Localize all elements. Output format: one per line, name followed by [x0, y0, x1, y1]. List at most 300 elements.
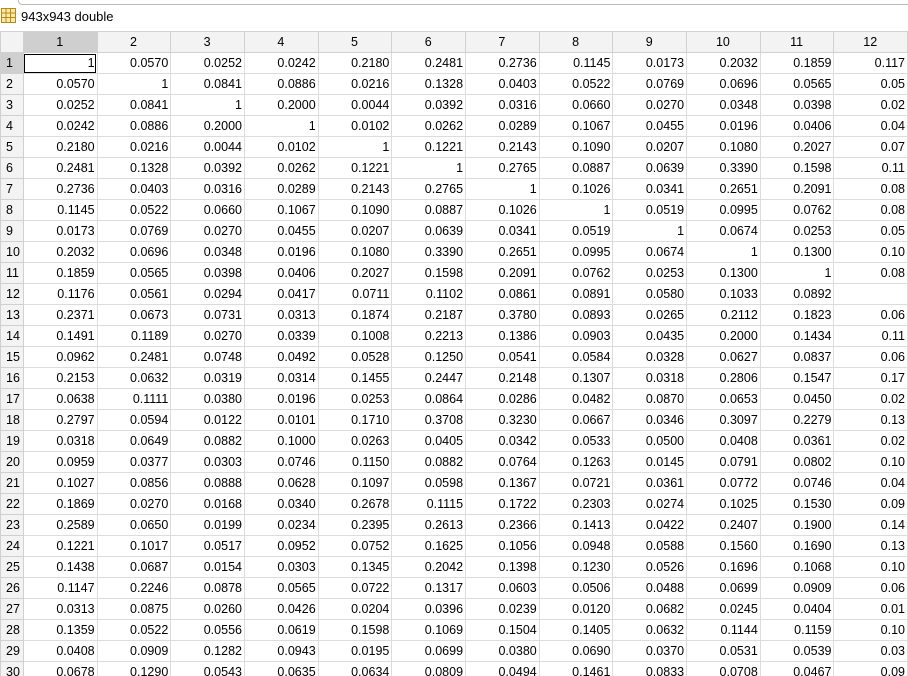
grid-cell[interactable]: 0.0772: [687, 473, 761, 494]
grid-cell[interactable]: 0.0533: [539, 431, 613, 452]
grid-cell[interactable]: 1: [466, 179, 540, 200]
grid-cell[interactable]: 0.0570: [23, 74, 97, 95]
grid-cell[interactable]: 0.1530: [760, 494, 834, 515]
grid-cell[interactable]: 0.0878: [171, 578, 245, 599]
grid-cell[interactable]: 0.0959: [23, 452, 97, 473]
grid-cell[interactable]: 0.1300: [687, 263, 761, 284]
grid-cell[interactable]: 0.0837: [760, 347, 834, 368]
grid-cell[interactable]: 0.0522: [539, 74, 613, 95]
grid-cell[interactable]: 0.0435: [613, 326, 687, 347]
grid-cell[interactable]: 0.0570: [97, 53, 171, 74]
grid-cell[interactable]: 0.0762: [760, 200, 834, 221]
grid-cell[interactable]: 0.0995: [539, 242, 613, 263]
grid-cell[interactable]: 0.0289: [466, 116, 540, 137]
grid-cell[interactable]: 0.0455: [244, 221, 318, 242]
grid-cell[interactable]: 0.0561: [97, 284, 171, 305]
grid-cell[interactable]: 0.0348: [171, 242, 245, 263]
grid-cell[interactable]: 0.0316: [171, 179, 245, 200]
grid-cell[interactable]: 0.0722: [318, 578, 392, 599]
grid-cell[interactable]: 0.0870: [613, 389, 687, 410]
grid-cell[interactable]: 0.1307: [539, 368, 613, 389]
row-header[interactable]: 4: [1, 116, 24, 137]
grid-cell[interactable]: 0.2027: [318, 263, 392, 284]
grid-cell[interactable]: 0.2806: [687, 368, 761, 389]
grid-cell[interactable]: 0.0635: [244, 662, 318, 676]
grid-cell[interactable]: 0.1102: [392, 284, 466, 305]
grid-cell[interactable]: 0.0791: [687, 452, 761, 473]
grid-cell[interactable]: 0.2407: [687, 515, 761, 536]
grid-cell[interactable]: 0.11: [834, 158, 908, 179]
grid-cell[interactable]: 0.0833: [613, 662, 687, 676]
grid-cell[interactable]: 1: [97, 74, 171, 95]
grid-cell[interactable]: 0.2180: [318, 53, 392, 74]
grid-cell[interactable]: 0.0482: [539, 389, 613, 410]
grid-cell[interactable]: 0.0522: [97, 200, 171, 221]
grid-cell[interactable]: 0.0262: [392, 116, 466, 137]
grid-cell[interactable]: 0.1090: [539, 137, 613, 158]
column-header-1[interactable]: 1: [23, 32, 97, 53]
grid-cell[interactable]: 0.1221: [318, 158, 392, 179]
grid-cell[interactable]: 0.0875: [97, 599, 171, 620]
column-header-9[interactable]: 9: [613, 32, 687, 53]
grid-cell[interactable]: 0.0627: [687, 347, 761, 368]
grid-cell[interactable]: 0.13: [834, 410, 908, 431]
grid-cell[interactable]: 0.1710: [318, 410, 392, 431]
grid-cell[interactable]: 0.0204: [318, 599, 392, 620]
grid-cell[interactable]: 0.0638: [23, 389, 97, 410]
grid-cell[interactable]: 0.0242: [244, 53, 318, 74]
grid-cell[interactable]: 0.0239: [466, 599, 540, 620]
grid-cell[interactable]: 0.0660: [171, 200, 245, 221]
grid-cell[interactable]: 1: [760, 263, 834, 284]
grid-cell[interactable]: 0.0696: [97, 242, 171, 263]
grid-cell[interactable]: 0.0195: [318, 641, 392, 662]
grid-cell[interactable]: 0.0632: [97, 368, 171, 389]
grid-cell[interactable]: 0.1290: [97, 662, 171, 676]
grid-cell[interactable]: 0.1900: [760, 515, 834, 536]
grid-cell[interactable]: 0.2213: [392, 326, 466, 347]
grid-cell[interactable]: 0.0270: [171, 326, 245, 347]
grid-cell[interactable]: 0.2736: [23, 179, 97, 200]
grid-cell[interactable]: 0.0628: [244, 473, 318, 494]
grid-cell[interactable]: 0.0598: [392, 473, 466, 494]
grid-cell[interactable]: 0.1345: [318, 557, 392, 578]
grid-cell[interactable]: 0.10: [834, 620, 908, 641]
grid-cell[interactable]: 0.0653: [687, 389, 761, 410]
grid-cell[interactable]: 0.0270: [613, 95, 687, 116]
grid-cell[interactable]: 0.1598: [318, 620, 392, 641]
grid-cell[interactable]: 1: [392, 158, 466, 179]
grid-cell[interactable]: 0.0339: [244, 326, 318, 347]
grid-cell[interactable]: 0.0526: [613, 557, 687, 578]
grid-cell[interactable]: 0.1144: [687, 620, 761, 641]
grid-cell[interactable]: 0.2143: [318, 179, 392, 200]
grid-cell[interactable]: 0.1263: [539, 452, 613, 473]
grid-cell[interactable]: 0.2481: [392, 53, 466, 74]
grid-cell[interactable]: 0.0528: [318, 347, 392, 368]
row-header[interactable]: 12: [1, 284, 24, 305]
grid-cell[interactable]: 0.0044: [171, 137, 245, 158]
grid-cell[interactable]: 0.2112: [687, 305, 761, 326]
grid-cell[interactable]: 0.0313: [23, 599, 97, 620]
grid-cell[interactable]: 0.3097: [687, 410, 761, 431]
grid-cell[interactable]: 1: [539, 200, 613, 221]
grid-cell[interactable]: 0.0639: [392, 221, 466, 242]
grid-cell[interactable]: 0.1317: [392, 578, 466, 599]
grid-cell[interactable]: 0.0346: [613, 410, 687, 431]
grid-cell[interactable]: 0.0711: [318, 284, 392, 305]
grid-cell[interactable]: 0.04: [834, 116, 908, 137]
grid-cell[interactable]: 0.1189: [97, 326, 171, 347]
grid-cell[interactable]: 0.0265: [613, 305, 687, 326]
grid-cell[interactable]: 0.0909: [97, 641, 171, 662]
grid-cell[interactable]: 0.2143: [466, 137, 540, 158]
grid-cell[interactable]: 0.0380: [466, 641, 540, 662]
row-header[interactable]: 16: [1, 368, 24, 389]
row-header[interactable]: 7: [1, 179, 24, 200]
grid-cell[interactable]: 0.09: [834, 494, 908, 515]
grid-cell[interactable]: 0.0252: [171, 53, 245, 74]
grid-cell[interactable]: 0.0565: [760, 74, 834, 95]
grid-cell[interactable]: 0.0864: [392, 389, 466, 410]
grid-cell[interactable]: 0.1150: [318, 452, 392, 473]
grid-cell[interactable]: 0.2027: [760, 137, 834, 158]
grid-cell[interactable]: 0.2589: [23, 515, 97, 536]
grid-cell[interactable]: 0.0392: [392, 95, 466, 116]
grid-cell[interactable]: 0.0687: [97, 557, 171, 578]
spreadsheet-grid[interactable]: [0, 31, 908, 676]
grid-cell[interactable]: 0.1027: [23, 473, 97, 494]
grid-cell[interactable]: 0.0216: [318, 74, 392, 95]
grid-cell[interactable]: 0.1328: [97, 158, 171, 179]
grid-cell[interactable]: 0.0682: [613, 599, 687, 620]
grid-cell[interactable]: 0.1026: [539, 179, 613, 200]
grid-cell[interactable]: 0.0488: [613, 578, 687, 599]
grid-cell[interactable]: 0.1598: [392, 263, 466, 284]
row-header[interactable]: 27: [1, 599, 24, 620]
grid-cell[interactable]: 0.0426: [244, 599, 318, 620]
grid-cell[interactable]: 0.0404: [760, 599, 834, 620]
grid-cell[interactable]: 0.0405: [392, 431, 466, 452]
grid-cell[interactable]: 0.0260: [171, 599, 245, 620]
grid-cell[interactable]: 0.2148: [466, 368, 540, 389]
row-header[interactable]: 20: [1, 452, 24, 473]
grid-cell[interactable]: 0.2187: [392, 305, 466, 326]
grid-cell[interactable]: 0.0731: [171, 305, 245, 326]
grid-cell[interactable]: 0.0517: [171, 536, 245, 557]
grid-cell[interactable]: 0.0841: [97, 95, 171, 116]
grid-cell[interactable]: 0.1147: [23, 578, 97, 599]
grid-cell[interactable]: 0.0632: [613, 620, 687, 641]
grid-cell[interactable]: 0.0403: [97, 179, 171, 200]
grid-cell[interactable]: 0.0361: [613, 473, 687, 494]
grid-cell[interactable]: 0.1090: [318, 200, 392, 221]
grid-cell[interactable]: 0.0708: [687, 662, 761, 676]
grid-cell[interactable]: 0.1069: [392, 620, 466, 641]
grid-cell[interactable]: 0.1869: [23, 494, 97, 515]
grid-cell[interactable]: 0.1067: [244, 200, 318, 221]
grid-cell[interactable]: 0.0314: [244, 368, 318, 389]
row-header[interactable]: 25: [1, 557, 24, 578]
grid-cell[interactable]: 0.1145: [23, 200, 97, 221]
grid-cell[interactable]: 0.0519: [539, 221, 613, 242]
grid-cell[interactable]: 0.0699: [392, 641, 466, 662]
grid-cell[interactable]: 0.0253: [760, 221, 834, 242]
grid-cell[interactable]: 0.07: [834, 137, 908, 158]
grid-cell[interactable]: 0.0196: [244, 389, 318, 410]
grid-cell[interactable]: 0.1008: [318, 326, 392, 347]
grid-cell[interactable]: 0.0888: [171, 473, 245, 494]
grid-cell[interactable]: 0.02: [834, 389, 908, 410]
grid-cell[interactable]: 0.0660: [539, 95, 613, 116]
row-header[interactable]: 1: [1, 53, 24, 74]
grid-cell[interactable]: 0.08: [834, 263, 908, 284]
row-header[interactable]: 19: [1, 431, 24, 452]
grid-cell[interactable]: 0.0340: [244, 494, 318, 515]
row-header[interactable]: 11: [1, 263, 24, 284]
grid-cell[interactable]: 0.0196: [687, 116, 761, 137]
grid-cell[interactable]: 0.2180: [23, 137, 97, 158]
grid-cell[interactable]: 0.1328: [392, 74, 466, 95]
grid-cell[interactable]: 0.1859: [23, 263, 97, 284]
grid-cell[interactable]: 0.0303: [171, 452, 245, 473]
grid-cell[interactable]: 0.3390: [687, 158, 761, 179]
row-header[interactable]: 26: [1, 578, 24, 599]
grid-cell[interactable]: 0.0154: [171, 557, 245, 578]
grid-cell[interactable]: 1: [613, 221, 687, 242]
row-header[interactable]: 28: [1, 620, 24, 641]
grid-cell[interactable]: 0.10: [834, 452, 908, 473]
grid-cell[interactable]: 0.0361: [760, 431, 834, 452]
grid-cell[interactable]: 0.0313: [244, 305, 318, 326]
grid-cell[interactable]: 0.3390: [392, 242, 466, 263]
grid-cell[interactable]: 0.0746: [244, 452, 318, 473]
grid-cell[interactable]: 0.0370: [613, 641, 687, 662]
grid-cell[interactable]: 0.0341: [466, 221, 540, 242]
grid-cell[interactable]: 0.0328: [613, 347, 687, 368]
grid-cell[interactable]: 0.117: [834, 53, 908, 74]
grid-cell[interactable]: 0.0173: [23, 221, 97, 242]
grid-cell[interactable]: 0.05: [834, 221, 908, 242]
grid-cell[interactable]: 0.3780: [466, 305, 540, 326]
grid-cell[interactable]: 0.0342: [466, 431, 540, 452]
grid-cell[interactable]: 0.10: [834, 242, 908, 263]
grid-cell[interactable]: 0.0903: [539, 326, 613, 347]
column-header-3[interactable]: 3: [171, 32, 245, 53]
grid-cell[interactable]: 0.1080: [687, 137, 761, 158]
grid-cell[interactable]: 0.0531: [687, 641, 761, 662]
grid-cell[interactable]: 0.2765: [466, 158, 540, 179]
grid-cell[interactable]: 0.2481: [23, 158, 97, 179]
grid-cell[interactable]: 0.0764: [466, 452, 540, 473]
grid-cell[interactable]: 0.0588: [613, 536, 687, 557]
row-header[interactable]: 30: [1, 662, 24, 676]
grid-cell[interactable]: 0.0380: [171, 389, 245, 410]
grid-cell[interactable]: 0.0769: [97, 221, 171, 242]
grid-cell[interactable]: 0.06: [834, 305, 908, 326]
grid-cell[interactable]: 0.0565: [244, 578, 318, 599]
grid-cell[interactable]: 1: [244, 116, 318, 137]
row-header[interactable]: 22: [1, 494, 24, 515]
grid-cell[interactable]: 0.13: [834, 536, 908, 557]
grid-cell[interactable]: 0.0603: [466, 578, 540, 599]
grid-cell[interactable]: 0.1367: [466, 473, 540, 494]
grid-cell[interactable]: 0.10: [834, 557, 908, 578]
grid-cell[interactable]: 0.03: [834, 641, 908, 662]
grid-cell[interactable]: 0.1413: [539, 515, 613, 536]
grid-cell[interactable]: 0.1455: [318, 368, 392, 389]
row-header[interactable]: 29: [1, 641, 24, 662]
grid-cell[interactable]: 0.1398: [466, 557, 540, 578]
grid-cell[interactable]: 0.0594: [97, 410, 171, 431]
grid-cell[interactable]: 0.0408: [23, 641, 97, 662]
grid-cell[interactable]: 0.2481: [97, 347, 171, 368]
grid-cell[interactable]: 0.0699: [687, 578, 761, 599]
grid-cell[interactable]: 0.01: [834, 599, 908, 620]
grid-cell[interactable]: 0.0721: [539, 473, 613, 494]
grid-cell[interactable]: 0.0995: [687, 200, 761, 221]
grid-cell[interactable]: 0.1097: [318, 473, 392, 494]
grid-cell[interactable]: 0.0253: [613, 263, 687, 284]
column-header-12[interactable]: 12: [834, 32, 908, 53]
grid-cell[interactable]: 0.1547: [760, 368, 834, 389]
row-header[interactable]: 9: [1, 221, 24, 242]
grid-cell[interactable]: 0.1221: [392, 137, 466, 158]
grid-cell[interactable]: 0.0455: [613, 116, 687, 137]
grid-cell[interactable]: 0.0856: [97, 473, 171, 494]
grid-cell[interactable]: 0.0196: [244, 242, 318, 263]
grid-cell[interactable]: 0.0207: [318, 221, 392, 242]
grid-cell[interactable]: 0.06: [834, 578, 908, 599]
grid-cell[interactable]: 0.0234: [244, 515, 318, 536]
row-header[interactable]: 2: [1, 74, 24, 95]
grid-cell[interactable]: 0.0467: [760, 662, 834, 676]
grid-cell[interactable]: 0.06: [834, 347, 908, 368]
grid-cell[interactable]: 0.1690: [760, 536, 834, 557]
grid-cell[interactable]: 0.0802: [760, 452, 834, 473]
grid-cell[interactable]: 0.0252: [23, 95, 97, 116]
grid-cell[interactable]: 0.1386: [466, 326, 540, 347]
grid-cell[interactable]: 0.1823: [760, 305, 834, 326]
grid-cell[interactable]: 0.04: [834, 473, 908, 494]
grid-cell[interactable]: 0.2366: [466, 515, 540, 536]
grid-cell[interactable]: 0.0887: [392, 200, 466, 221]
grid-cell[interactable]: 0.0392: [171, 158, 245, 179]
grid-cell[interactable]: 0.0318: [23, 431, 97, 452]
grid-cell[interactable]: 0.0909: [760, 578, 834, 599]
grid-cell[interactable]: 0.02: [834, 431, 908, 452]
grid-cell[interactable]: 0.1598: [760, 158, 834, 179]
grid-cell[interactable]: 0.0417: [244, 284, 318, 305]
grid-cell[interactable]: 0.1159: [760, 620, 834, 641]
grid-cell[interactable]: 0.1722: [466, 494, 540, 515]
column-header-11[interactable]: 11: [760, 32, 834, 53]
grid-cell[interactable]: 0.0650: [97, 515, 171, 536]
grid-cell[interactable]: 1: [318, 137, 392, 158]
grid-cell[interactable]: 0.0398: [171, 263, 245, 284]
grid-cell[interactable]: 0.0891: [539, 284, 613, 305]
grid-cell[interactable]: 0.0403: [466, 74, 540, 95]
grid-cell[interactable]: 0.1250: [392, 347, 466, 368]
grid-cell[interactable]: 0.1230: [539, 557, 613, 578]
row-header[interactable]: 8: [1, 200, 24, 221]
grid-cell[interactable]: 0.0408: [687, 431, 761, 452]
grid-cell[interactable]: 0.0752: [318, 536, 392, 557]
grid-cell[interactable]: 0.0303: [244, 557, 318, 578]
grid-cell[interactable]: 0.2042: [392, 557, 466, 578]
grid-cell[interactable]: 0.08: [834, 179, 908, 200]
grid-cell[interactable]: 0.0882: [392, 452, 466, 473]
row-header[interactable]: 17: [1, 389, 24, 410]
grid-cell[interactable]: 0.0519: [613, 200, 687, 221]
grid-cell[interactable]: 0.0253: [318, 389, 392, 410]
grid-cell[interactable]: 0.0168: [171, 494, 245, 515]
grid-cell[interactable]: 0.0348: [687, 95, 761, 116]
grid-cell[interactable]: 0.0173: [613, 53, 687, 74]
grid-cell[interactable]: 0.0580: [613, 284, 687, 305]
grid-cell[interactable]: 0.0690: [539, 641, 613, 662]
grid-cell[interactable]: 0.2797: [23, 410, 97, 431]
grid-cell[interactable]: 0.0952: [244, 536, 318, 557]
grid-cell[interactable]: 0.2091: [760, 179, 834, 200]
grid-cell[interactable]: 0.2000: [687, 326, 761, 347]
grid-cell[interactable]: 0.0674: [687, 221, 761, 242]
grid-cell[interactable]: 0.2000: [244, 95, 318, 116]
grid-cell[interactable]: 0.3230: [466, 410, 540, 431]
grid-cell[interactable]: 0.1017: [97, 536, 171, 557]
grid-cell[interactable]: 0.2651: [687, 179, 761, 200]
grid-cell[interactable]: 0.0943: [244, 641, 318, 662]
grid-cell[interactable]: 0.05: [834, 74, 908, 95]
grid-cell[interactable]: 0.2279: [760, 410, 834, 431]
grid-cell[interactable]: 0.0406: [244, 263, 318, 284]
grid-cell[interactable]: 0.2613: [392, 515, 466, 536]
grid-cell[interactable]: 0.0649: [97, 431, 171, 452]
grid-cell[interactable]: 0.0270: [171, 221, 245, 242]
grid-cell[interactable]: 0.0377: [97, 452, 171, 473]
grid-cell[interactable]: 0.0199: [171, 515, 245, 536]
grid-cell[interactable]: 0.0506: [539, 578, 613, 599]
grid-cell[interactable]: 0.1068: [760, 557, 834, 578]
grid-cell[interactable]: 0.1434: [760, 326, 834, 347]
grid-cell[interactable]: 0.0341: [613, 179, 687, 200]
column-header-6[interactable]: 6: [392, 32, 466, 53]
row-header[interactable]: 15: [1, 347, 24, 368]
grid-cell[interactable]: 0.1859: [760, 53, 834, 74]
grid-cell[interactable]: 0.2153: [23, 368, 97, 389]
grid-cell[interactable]: 0.0207: [613, 137, 687, 158]
grid-cell[interactable]: 0.1067: [539, 116, 613, 137]
grid-cell[interactable]: 0.11: [834, 326, 908, 347]
row-header[interactable]: 5: [1, 137, 24, 158]
grid-cell[interactable]: 0.1491: [23, 326, 97, 347]
grid-cell[interactable]: 0.0678: [23, 662, 97, 676]
grid-cell[interactable]: 0.1625: [392, 536, 466, 557]
grid-cell[interactable]: 0.1026: [466, 200, 540, 221]
grid-cell[interactable]: 0.1115: [392, 494, 466, 515]
grid-cell[interactable]: 0.0120: [539, 599, 613, 620]
grid-cell[interactable]: 0.0541: [466, 347, 540, 368]
grid-cell[interactable]: 0.1056: [466, 536, 540, 557]
corner-cell[interactable]: [1, 32, 24, 53]
grid-cell[interactable]: 0.0886: [244, 74, 318, 95]
row-header[interactable]: 24: [1, 536, 24, 557]
grid-cell[interactable]: 0.0565: [97, 263, 171, 284]
grid-cell[interactable]: 0.1696: [687, 557, 761, 578]
grid-cell[interactable]: 0.0319: [171, 368, 245, 389]
grid-cell[interactable]: 0.0044: [318, 95, 392, 116]
column-header-4[interactable]: 4: [244, 32, 318, 53]
